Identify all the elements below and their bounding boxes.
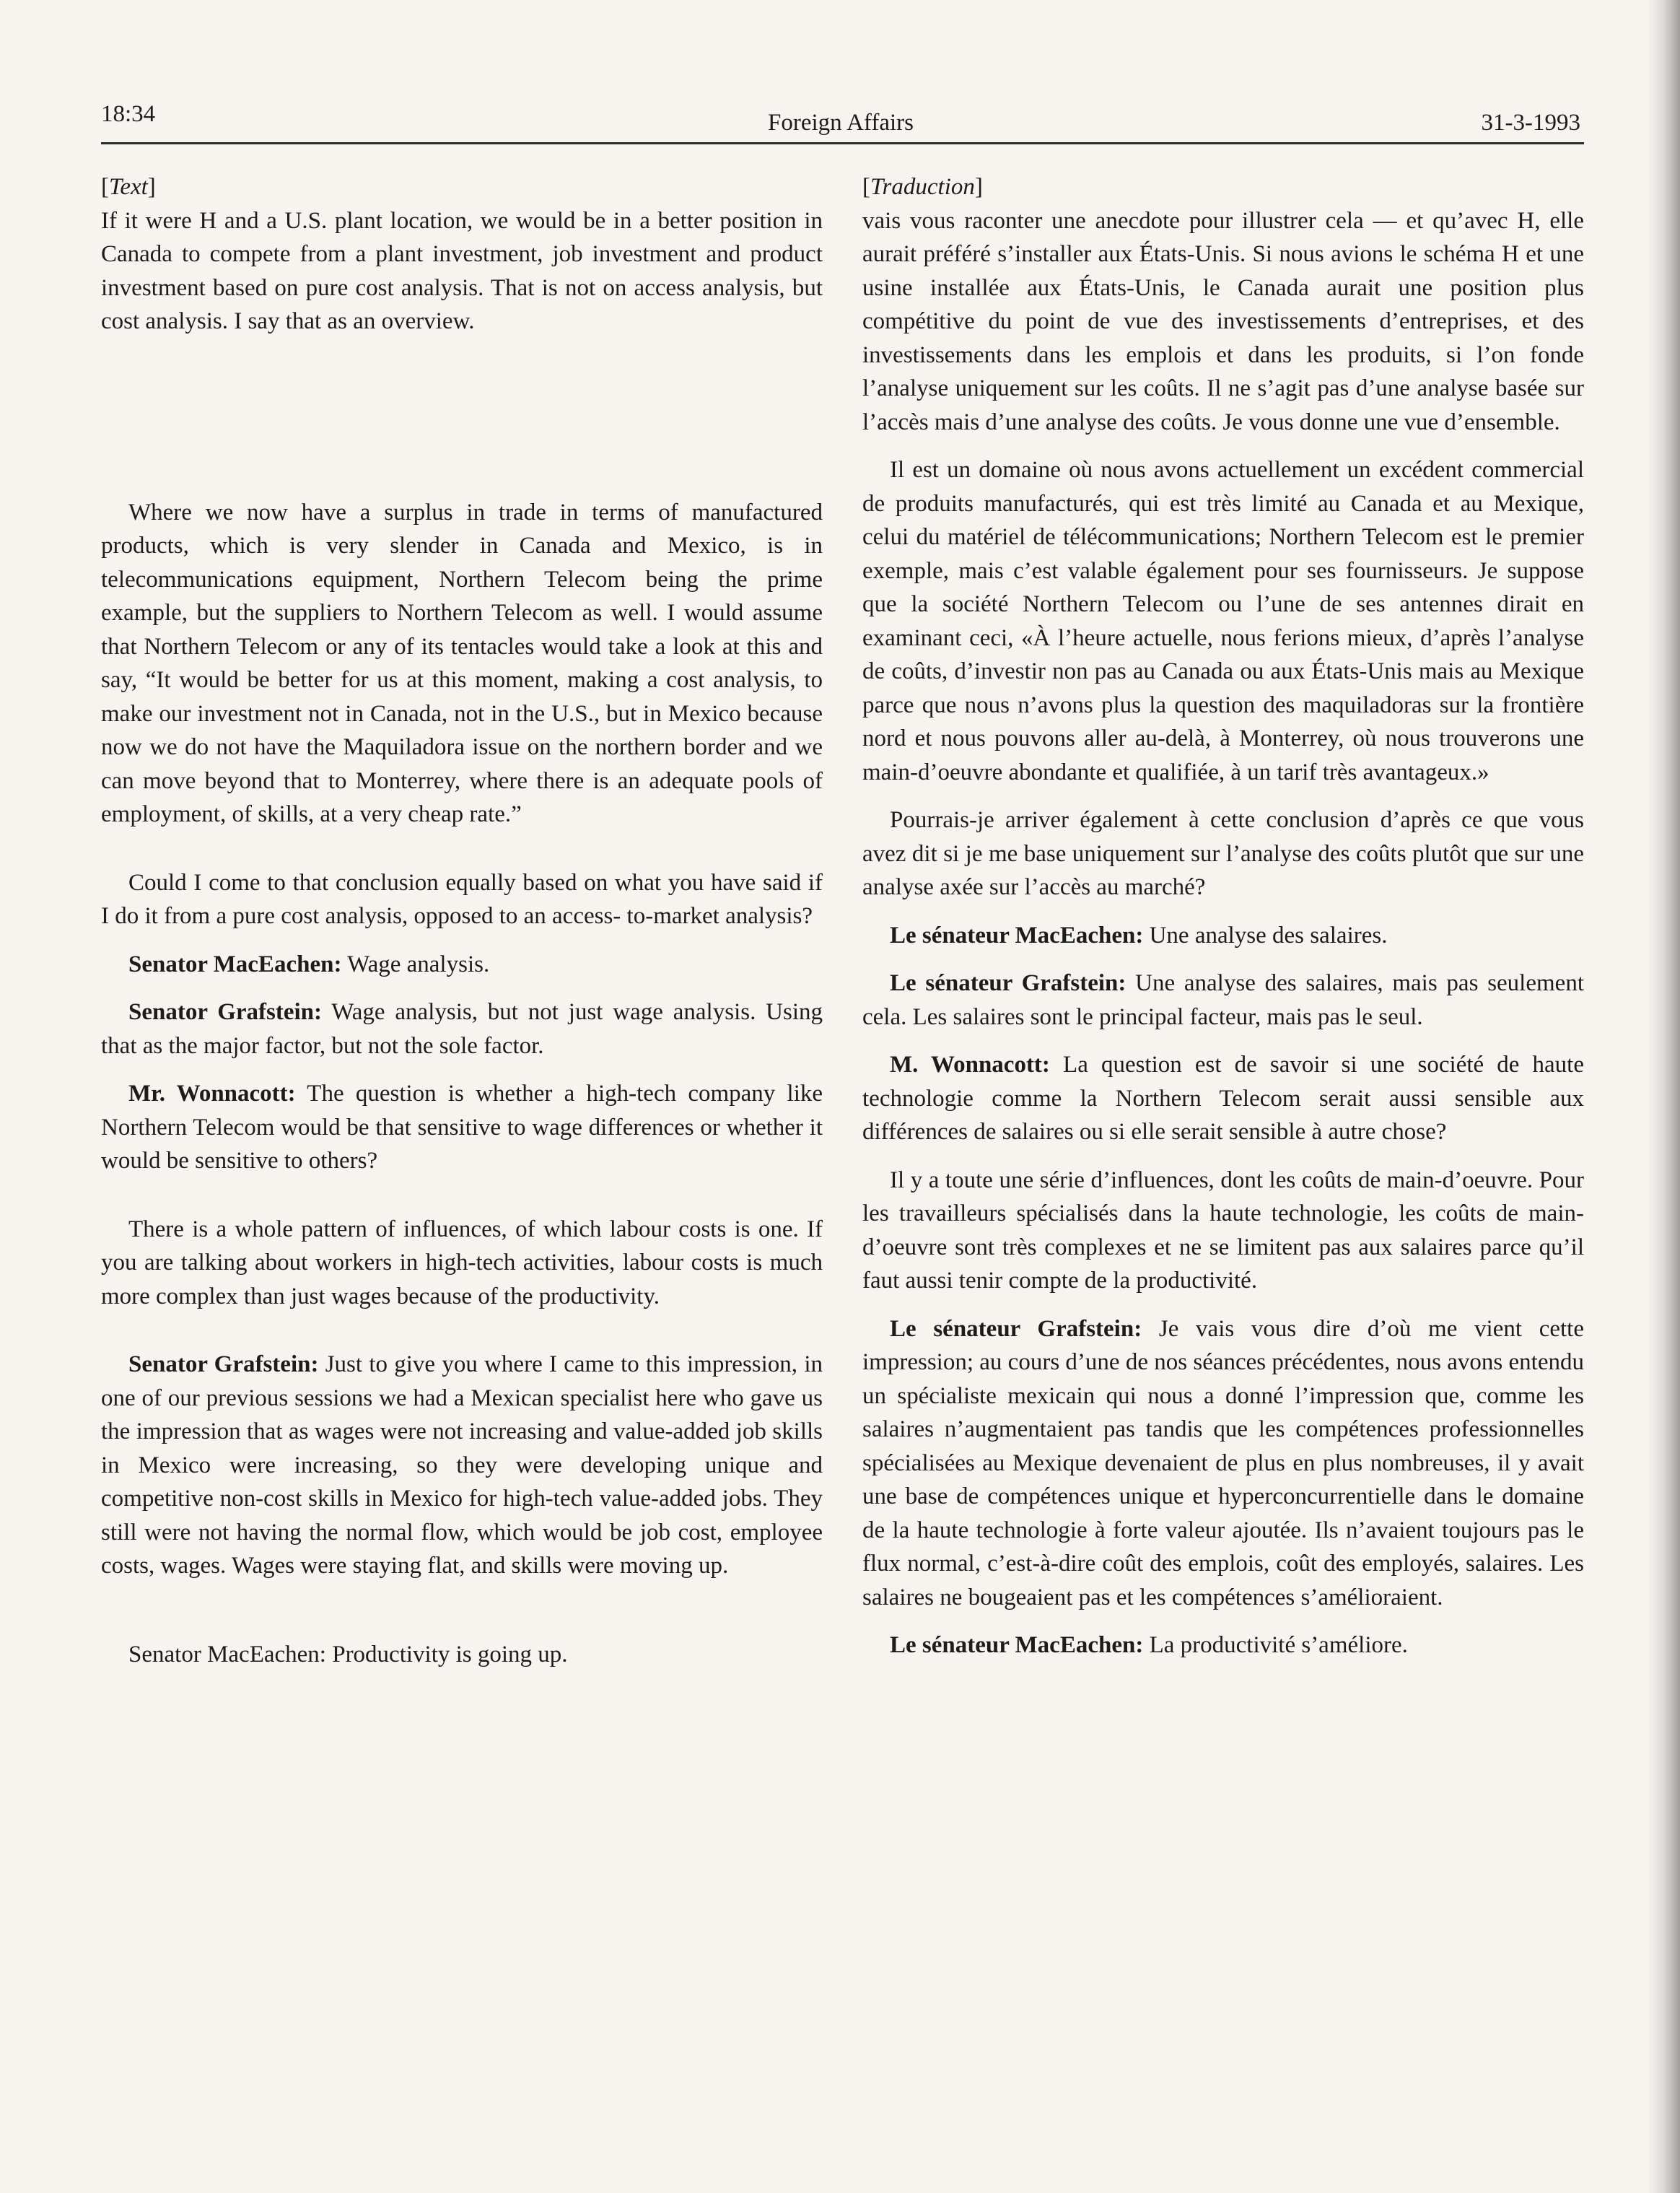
header-title: Foreign Affairs bbox=[768, 110, 914, 136]
speaker-paragraph bbox=[862, 1312, 1584, 1615]
paragraph: Pourrais-je arriver également à cette conclusion d’après ce que vous avez dit si je me base uniquement sur l’analyse des coûts plutôt que sur une analyse axée sur l’accès au marché? bbox=[862, 807, 1584, 900]
speaker-paragraph bbox=[862, 1629, 1584, 1662]
speaker-name: Mr. Wonnacott: bbox=[128, 1081, 296, 1107]
running-header bbox=[101, 101, 1580, 144]
paragraph: There is a whole pattern of influences, of which labour costs is one. If you are talking about workers in high-tech activities, labour costs is much more complex than just wages because of the productivity. bbox=[101, 1216, 823, 1309]
speech-text: Je vais vous dire d’où me vient cette impression; au cours d’une de nos séances précédentes, nous avons entendu un spécialiste mexicain qui nous a donné l’impression que, comme les salaires n’augmentaient pas tandis que les compétences professionnelles spécialisées au Mexique devenaient de plus en plus nombreuses, il y avait une base de compétences unique et hyperconcurrentielle dans le domaine de la haute technologie à forte valeur ajoutée. Ils n’avaient toujours pas le flux normal, c’est-à-dire coût des emplois, coût des employés, salaires. Les salaires ne bougeaient pas et les compétences s’amélioraient. bbox=[862, 1315, 1584, 1610]
speaker-name: Senator MacEachen: bbox=[128, 1641, 326, 1667]
paragraph: vais vous raconter une anecdote pour illustrer cela — et qu’avec H, elle aurait préféré s’installer aux États-Unis. Si nous avions le schéma H et une usine installée aux États-Unis, le Canada aurait une position plus compétitive du point de vue des investissements d’entreprises, et des investissements dans les emplois et dans les produits, si l’on fonde l’analyse uniquement sur les coûts. Il ne s’agit pas d’une analyse basée sur l’accès mais d’une analyse des coûts. Je vous donne une vue d’ensemble. bbox=[862, 207, 1584, 435]
speaker-paragraph bbox=[101, 1077, 823, 1178]
column-label-text: [Text] bbox=[101, 174, 156, 200]
header-date: 31-3-1993 bbox=[1481, 110, 1580, 136]
speaker-paragraph bbox=[862, 1048, 1584, 1149]
speaker-paragraph bbox=[101, 948, 823, 982]
speaker-paragraph bbox=[101, 995, 823, 1063]
speaker-name: Le sénateur MacEachen: bbox=[890, 922, 1144, 949]
speech-text: Wage analysis, but not just wage analysis. Using that as the major factor, but not the sole factor. bbox=[101, 999, 823, 1059]
column-label-text: [Traduction] bbox=[862, 174, 983, 200]
paragraph: Il est un domaine où nous avons actuellement un excédent commercial de produits manufacturés, qui est très limité au Canada et au Mexique, celui du matériel de télécommunications; Northern Telecom est le premier exemple, mais c’est valable également pour ses fournisseurs. Je suppose que la société Northern Telecom ou l’une de ses antennes dirait en examinant ceci, «À l’heure actuelle, nous ferions mieux, d’après l’analyse de coûts, d’investir non pas au Canada ou aux États-Unis mais au Mexique parce que nous n’avons plus la question des maquiladoras sur la frontière nord et nous pouvons aller au-delà, à Monterrey, où nous trouverons une main-d’oeuvre abondante et qualifiée, à un tarif très avantageux.» bbox=[862, 457, 1584, 785]
speech-text: Une analyse des salaires. bbox=[1143, 922, 1388, 949]
speaker-name: M. Wonnacott: bbox=[890, 1052, 1050, 1078]
speaker-paragraph bbox=[862, 919, 1584, 953]
column-label: Text bbox=[109, 174, 148, 200]
paragraph: Il y a toute une série d’influences, dont les coûts de main-d’oeuvre. Pour les travailleurs spécialisés dans la haute technologie, les coûts de main-d’oeuvre sont très complexes et ne se limitent pas aux salaires parce qu’il faut aussi tenir compte de la productivité. bbox=[862, 1167, 1584, 1294]
speaker-name: Le sénateur Grafstein: bbox=[890, 970, 1126, 996]
speaker-name: Le sénateur Grafstein: bbox=[890, 1315, 1142, 1342]
speaker-name: Senator MacEachen: bbox=[128, 951, 342, 977]
paragraph: If it were H and a U.S. plant location, we would be in a better position in Canada to compete from a plant investment, job investment and product investment based on pure cost analysis. That is not on access analysis, but cost analysis. I say that as an overview. bbox=[101, 207, 823, 334]
speaker-name: Senator Grafstein: bbox=[128, 999, 323, 1025]
column-label: Traduction bbox=[870, 174, 975, 200]
english-column bbox=[101, 170, 823, 1671]
header-time: 18:34 bbox=[101, 101, 156, 127]
header-rule bbox=[101, 142, 1584, 144]
speaker-name: Senator Grafstein: bbox=[128, 1351, 319, 1377]
speech-text: La productivité s’améliore. bbox=[1143, 1632, 1408, 1658]
speech-text: La question est de savoir si une société de haute technologie comme la Northern Telecom serait aussi sensible aux différences de salaires ou si elle serait sensible à autre chose? bbox=[862, 1052, 1584, 1145]
speech-text: Une analyse des salaires, mais pas seulement cela. Les salaires sont le principal facteur, mais pas le seul. bbox=[862, 970, 1584, 1030]
paragraph: Where we now have a surplus in trade in terms of manufactured products, which is very slender in Canada and Mexico, is in telecommunications equipment, Northern Telecom being the prime example, but the suppliers to Northern Telecom as well. I would assume that Northern Telecom or any of its tentacles would take a look at this and say, “It would be better for us at this moment, making a cost analysis, to make our investment not in Canada, not in the U.S., but in Mexico because now we do not have the Maquiladora issue on the northern border and we can move beyond that to Monterrey, where there is an adequate pools of employment, of skills, at a very cheap rate.” bbox=[101, 499, 823, 827]
speech-text: Productivity is going up. bbox=[325, 1641, 568, 1667]
speaker-paragraph bbox=[101, 1638, 823, 1672]
page-edge-shadow bbox=[1647, 0, 1680, 2193]
paragraph: Could I come to that conclusion equally based on what you have said if I do it from a pure cost analysis, opposed to an access- to-market analysis? bbox=[101, 869, 823, 929]
speaker-name: Le sénateur MacEachen: bbox=[890, 1632, 1144, 1658]
speech-text: Wage analysis. bbox=[341, 951, 490, 977]
speaker-paragraph bbox=[101, 1348, 823, 1583]
speech-text: The question is whether a high-tech company like Northern Telecom would be that sensitive to wage differences or whether it would be sensitive to others? bbox=[101, 1081, 823, 1174]
french-column bbox=[862, 170, 1584, 1662]
speech-text: Just to give you where I came to this impression, in one of our previous sessions we had a Mexican specialist here who gave us the impression that as wages were not increasing and value-added job skills in Mexico were increasing, so they were developing unique and competitive non-cost skills in Mexico for high-tech value-added jobs. They still were not having the normal flow, which would be job cost, employee costs, wages. Wages were staying flat, and skills were moving up. bbox=[101, 1351, 823, 1579]
speaker-paragraph bbox=[862, 967, 1584, 1034]
